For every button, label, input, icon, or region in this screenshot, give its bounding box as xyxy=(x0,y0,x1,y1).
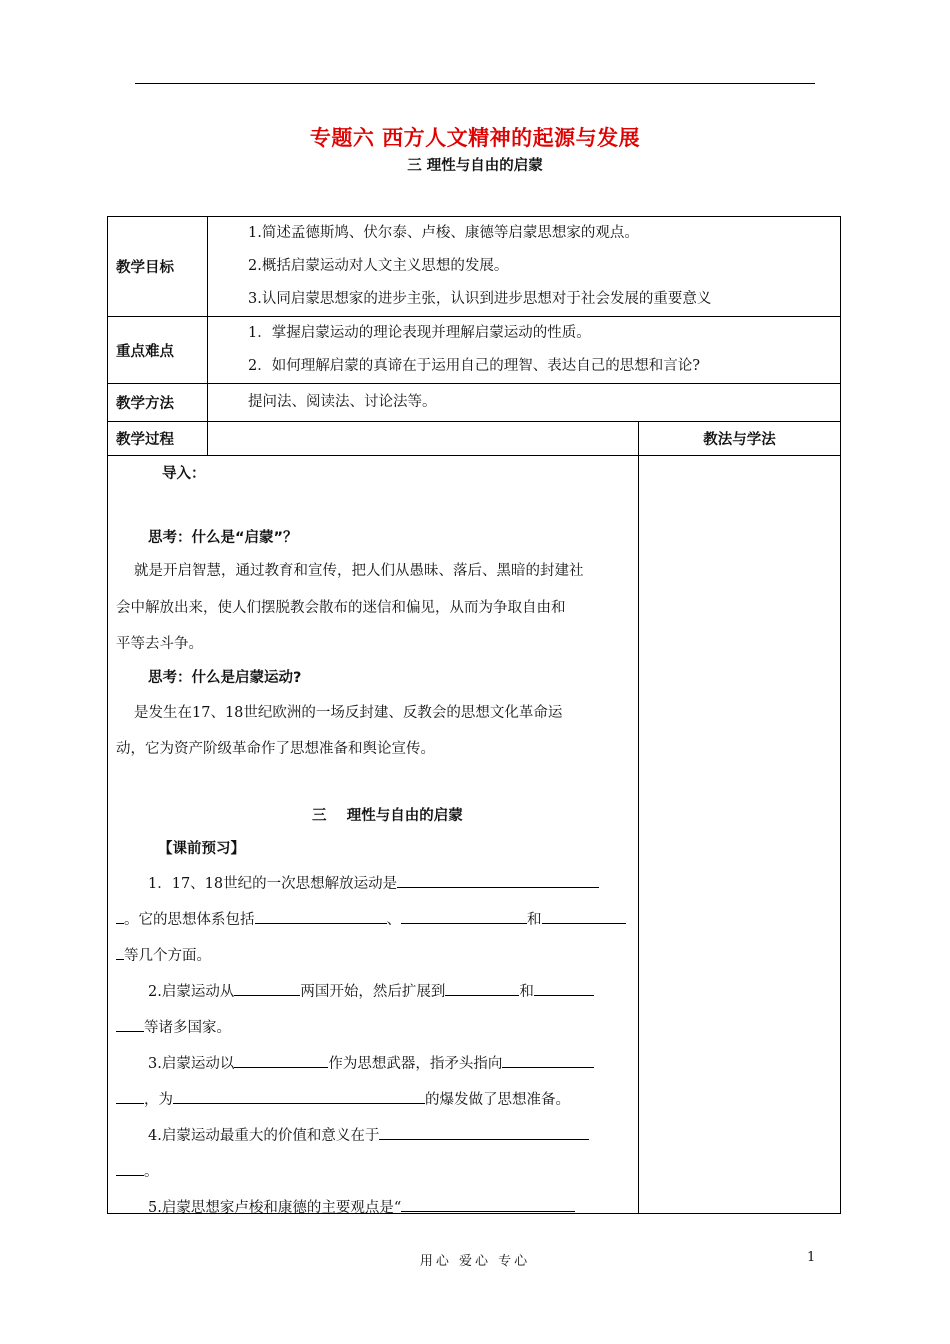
answer-blank[interactable] xyxy=(116,1089,144,1104)
goal-item: 1.简述孟德斯鸠、伏尔泰、卢梭、康德等启蒙思想家的观点。 xyxy=(248,225,639,241)
answer-blank[interactable] xyxy=(401,909,527,924)
answer-blank[interactable] xyxy=(234,1053,328,1068)
footer-motto: 用心 爱心 专心 xyxy=(419,1254,531,1269)
method-cell xyxy=(208,384,841,422)
answer-blank[interactable] xyxy=(542,909,626,924)
preview-item-2: 2.启蒙运动从 两国开始，然后扩展到 和 xyxy=(148,980,594,1001)
goal-item: 3.认同启蒙思想家的进步主张，认识到进步思想对于社会发展的重要意义 xyxy=(248,291,712,307)
answer-blank[interactable] xyxy=(234,981,300,996)
process-empty-cell xyxy=(208,422,639,456)
question-1: 思考：什么是“启蒙”？ xyxy=(148,530,298,546)
answer-blank[interactable] xyxy=(116,1017,144,1032)
method-label: 教学方法 xyxy=(108,384,208,422)
answer-blank[interactable] xyxy=(173,1089,425,1104)
answer-1-line: 就是开启智慧，通过教育和宣传，把人们从愚昧、落后、黑暗的封建社 xyxy=(134,563,584,579)
answer-blank[interactable] xyxy=(379,1125,589,1140)
answer-blank[interactable] xyxy=(534,981,594,996)
lesson-plan-table xyxy=(107,216,841,1214)
intro-label: 导入： xyxy=(162,466,206,482)
answer-blank[interactable] xyxy=(502,1053,594,1068)
key-item: 2．如何理解启蒙的真谛在于运用自己的理智、表达自己的思想和言论? xyxy=(248,358,700,374)
answer-1-line: 会中解放出来，使人们摆脱教会散布的迷信和偏见，从而为争取自由和 xyxy=(116,600,566,616)
answer-blank[interactable] xyxy=(116,1161,144,1176)
header-rule xyxy=(135,83,815,84)
goals-cell xyxy=(208,217,841,317)
page-number: 1 xyxy=(807,1250,816,1265)
preview-item-5: 5.启蒙思想家卢梭和康德的主要观点是“ xyxy=(148,1196,575,1217)
preview-item-1: 1．17、18世纪的一次思想解放运动是 xyxy=(148,872,599,893)
key-item: 1．掌握启蒙运动的理论表现并理解启蒙运动的性质。 xyxy=(248,325,591,341)
teach-learn-cell xyxy=(639,456,841,1214)
preview-item-2-cont: 等诸多国家。 xyxy=(116,1016,231,1037)
key-cell xyxy=(208,317,841,384)
answer-blank[interactable] xyxy=(397,873,599,888)
preview-item-1-cont: 。它的思想体系包括 、 和 xyxy=(116,908,626,929)
preview-item-3-cont: ，为 的爆发做了思想准备。 xyxy=(116,1088,570,1109)
preview-item-3: 3.启蒙运动以 作为思想武器，指矛头指向 xyxy=(148,1052,594,1073)
answer-blank[interactable] xyxy=(445,981,519,996)
goals-label: 教学目标 xyxy=(108,217,208,317)
answer-blank[interactable] xyxy=(255,909,387,924)
preview-item-4: 4.启蒙运动最重大的价值和意义在于 xyxy=(148,1124,589,1145)
process-label: 教学过程 xyxy=(108,422,208,456)
answer-2-line: 动，它为资产阶级革命作了思想准备和舆论宣传。 xyxy=(116,741,435,757)
page-subtitle: 三 理性与自由的启蒙 xyxy=(407,158,543,174)
key-label: 重点难点 xyxy=(108,317,208,384)
preview-item-1-cont: 等几个方面。 xyxy=(116,944,211,965)
teach-learn-label: 教法与学法 xyxy=(639,422,841,456)
process-content xyxy=(108,456,639,1214)
answer-2-line: 是发生在17、18世纪欧洲的一场反封建、反教会的思想文化革命运 xyxy=(134,705,563,721)
section-heading: 三 理性与自由的启蒙 xyxy=(312,808,463,824)
method-text: 提问法、阅读法、讨论法等。 xyxy=(248,394,437,410)
answer-blank[interactable] xyxy=(116,945,124,960)
answer-blank[interactable] xyxy=(401,1197,575,1212)
preview-heading: 【课前预习】 xyxy=(158,841,245,857)
answer-blank[interactable] xyxy=(116,909,124,924)
preview-item-4-cont: 。 xyxy=(116,1160,159,1181)
page-title: 专题六 西方人文精神的起源与发展 xyxy=(309,126,641,150)
goal-item: 2.概括启蒙运动对人文主义思想的发展。 xyxy=(248,258,509,274)
answer-1-line: 平等去斗争。 xyxy=(116,636,203,652)
question-2: 思考：什么是启蒙运动? xyxy=(148,670,302,686)
